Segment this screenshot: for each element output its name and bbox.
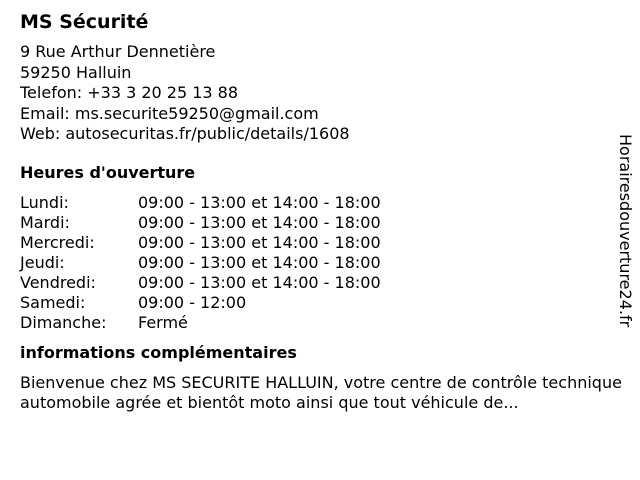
day-hours: 09:00 - 13:00 et 14:00 - 18:00 — [138, 272, 381, 292]
day-label: Samedi: — [20, 292, 86, 312]
day-label: Lundi: — [20, 192, 69, 212]
day-label: Vendredi: — [20, 272, 96, 292]
email-line: Email: ms.securite59250@gmail.com — [20, 103, 319, 123]
web-line: Web: autosecuritas.fr/public/details/1608 — [20, 124, 350, 143]
day-hours: 09:00 - 13:00 et 14:00 - 18:00 — [138, 212, 381, 232]
address-city: 59250 Halluin — [20, 62, 132, 82]
day-label: Mercredi: — [20, 232, 95, 252]
hours-row-thursday — [20, 253, 610, 273]
watermark-text: Horairesdouverture24.fr — [616, 134, 635, 328]
business-name: MS Sécurité — [20, 11, 149, 33]
day-hours: 09:00 - 13:00 et 14:00 - 18:00 — [138, 252, 381, 272]
hours-row-wednesday — [20, 233, 610, 253]
day-hours: 09:00 - 12:00 — [138, 292, 247, 312]
hours-row-friday — [20, 273, 610, 293]
hours-title: Heures d'ouverture — [20, 162, 196, 182]
day-label: Mardi: — [20, 212, 70, 232]
hours-row-sunday — [20, 313, 610, 333]
day-hours: Fermé — [138, 312, 188, 332]
business-card — [20, 10, 622, 413]
day-label: Jeudi: — [20, 252, 65, 272]
info-description: Bienvenue chez MS SECURITE HALLUIN, votre centre de contrôle technique automobile agrée et bientôt moto ainsi que tout véhicule de... — [20, 372, 622, 412]
phone-line: Telefon: +33 3 20 25 13 88 — [20, 83, 239, 102]
hours-row-tuesday — [20, 213, 610, 233]
day-label: Dimanche: — [20, 312, 107, 332]
address-street: 9 Rue Arthur Dennetière — [20, 42, 216, 61]
day-hours: 09:00 - 13:00 et 14:00 - 18:00 — [138, 192, 381, 212]
info-title: informations complémentaires — [20, 342, 297, 362]
hours-row-saturday — [20, 293, 610, 313]
hours-row-monday — [20, 193, 610, 213]
day-hours: 09:00 - 13:00 et 14:00 - 18:00 — [138, 232, 381, 252]
